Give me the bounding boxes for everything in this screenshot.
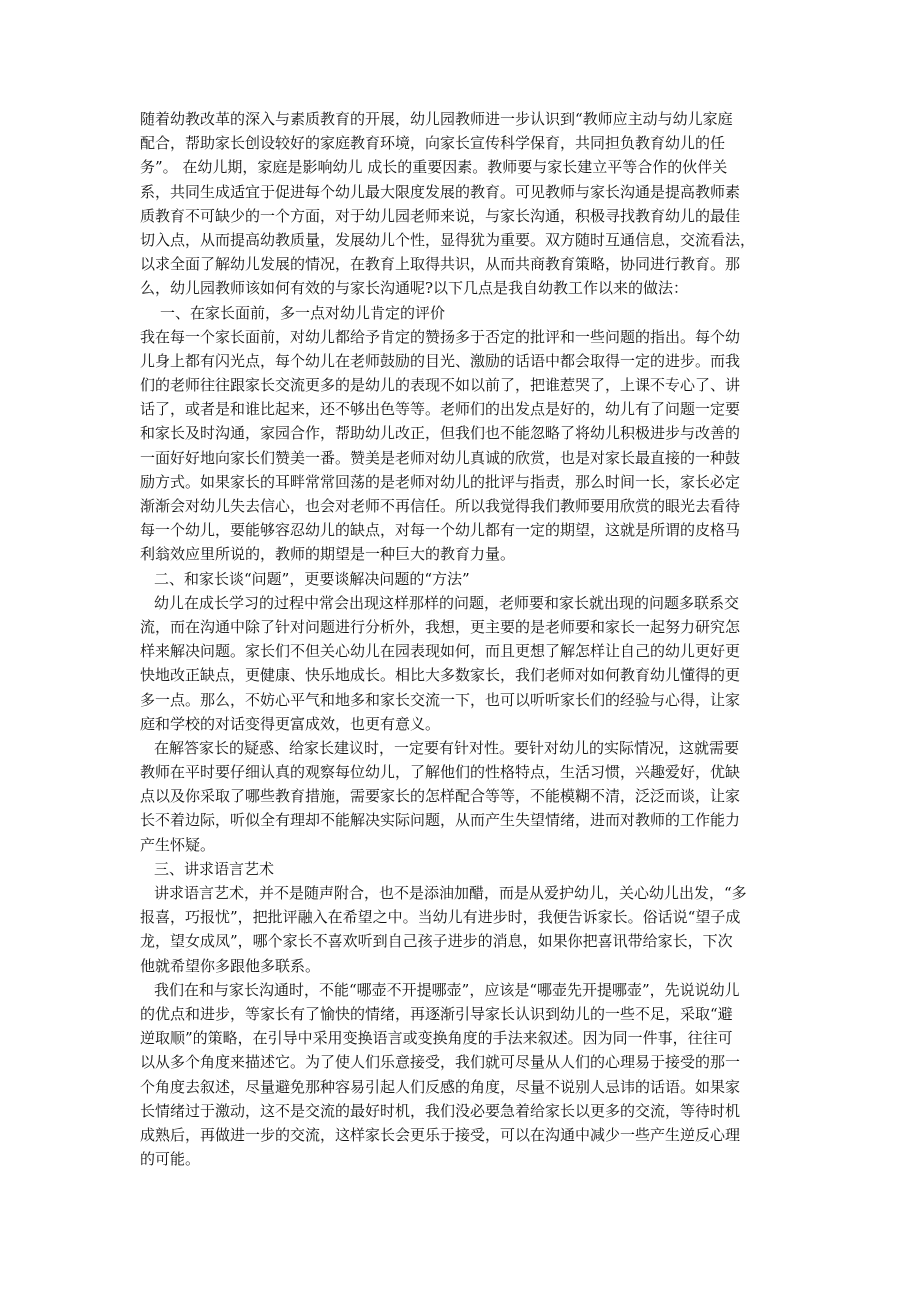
text-line: 长情绪过于激动，这不是交流的最好时机，我们没必要急着给家长以更多的交流，等待时机 xyxy=(140,1101,741,1120)
text-line: 快地改正缺点，更健康、快乐地成长。相比大多数家长，我们老师对如何教育幼儿懂得的更 xyxy=(140,666,741,685)
text-line: 一面好好地向家长们赞美一番。赞美是老师对幼儿真诚的欣赏，也是对家长最直接的一种鼓 xyxy=(140,448,741,467)
text-line: 的可能。 xyxy=(140,1150,201,1169)
text-line: 他就希望你多跟他多联系。 xyxy=(140,956,321,975)
text-line: 励方式。如果家长的耳畔常常回荡的是老师对幼儿的批评与指责，那么时间一长，家长必定 xyxy=(140,472,741,491)
text-line: 系，共同生成适宜于促进每个幼儿最大限度发展的教育。可见教师与家长沟通是提高教师素 xyxy=(140,182,741,201)
text-line: 点以及你采取了哪些教育措施，需要家长的怎样配合等等，不能模糊不清，泛泛而谈，让家 xyxy=(140,787,741,806)
text-line: 逆取顺”的策略，在引导中采用变换语言或变换角度的手法来叙述。因为同一件事，往往可 xyxy=(140,1029,733,1048)
text-line: 以从多个角度来描述它。为了使人们乐意接受，我们就可尽量从人们的心理易于接受的那一 xyxy=(140,1053,741,1072)
text-line: 多一点。那么，不妨心平气和地多和家长交流一下，也可以听听家长们的经验与心得，让家 xyxy=(140,690,741,709)
text-line: 利翁效应里所说的，教师的期望是一种巨大的教育力量。 xyxy=(140,545,516,564)
text-line: 长不着边际，听似全有理却不能解决实际问题，从而产生失望情绪，进而对教师的工作能力 xyxy=(140,811,741,830)
text-line: 配合，帮助家长创设较好的家庭教育环境，向家长宣传科学保育，共同担负教育幼儿的任 xyxy=(140,134,726,153)
text-line: 庭和学校的对话变得更富成效，也更有意义。 xyxy=(140,714,441,733)
document-body xyxy=(140,107,785,1171)
text-line: 渐渐会对幼儿失去信心，也会对老师不再信任。所以我觉得我们教师要用欣赏的眼光去看待 xyxy=(140,497,741,515)
text-line: 个角度去叙述，尽量避免那种容易引起人们反感的角度，尽量不说别人忌讳的话语。如果家 xyxy=(140,1077,741,1096)
text-line: 我在每一个家长面前，对幼儿都给予肯定的赞扬多于否定的批评和一些问题的指出。每个幼 xyxy=(140,327,741,346)
text-line: 样来解决问题。家长们不但关心幼儿在园表现如何，而且更想了解怎样让自己的幼儿更好更 xyxy=(140,642,741,661)
text-line: 么，幼儿园教师该如何有效的与家长沟通呢?以下几点是我自幼教工作以来的做法： xyxy=(140,279,689,298)
text-line: 我们在和与家长沟通时，不能“哪壶不开提哪壶”，应该是“哪壶先开提哪壶”，先说说幼儿 xyxy=(154,980,740,999)
text-line: 们的老师往往跟家长交流更多的是幼儿的表现不如以前了，把谁惹哭了，上课不专心了、讲 xyxy=(140,376,741,395)
text-line: 随着幼教改革的深入与素质教育的开展，幼儿园教师进一步认识到“教师应主动与幼儿家庭 xyxy=(140,110,733,128)
section-heading: 一、在家长面前，多一点对幼儿肯定的评价 xyxy=(160,303,446,322)
text-line: 龙，望女成凤”，哪个家长不喜欢听到自己孩子进步的消息，如果你把喜讯带给家长，下次 xyxy=(140,932,733,951)
text-line: 话了，或者是和谁比起来，还不够出色等等。老师们的出发点是好的，幼儿有了问题一定要 xyxy=(140,400,741,419)
text-line: 成熟后，再做进一步的交流，这样家长会更乐于接受，可以在沟通中减少一些产生逆反心理 xyxy=(140,1125,741,1144)
text-line: 每一个幼儿，要能够容忍幼儿的缺点，对每一个幼儿都有一定的期望，这就是所谓的皮格马 xyxy=(140,521,741,540)
text-line: 三、讲求语言艺术 xyxy=(154,859,275,878)
text-line: 以求全面了解幼儿发展的情况，在教育上取得共识，从而共商教育策略，协同进行教育。那 xyxy=(140,255,741,274)
text-line: 产生怀疑。 xyxy=(140,835,216,854)
text-line: 质教育不可缺少的一个方面，对于幼儿园老师来说，与家长沟通，积极寻找教育幼儿的最佳 xyxy=(140,206,741,225)
text-line: 幼儿在成长学习的过程中常会出现这样那样的问题，老师要和家长就出现的问题多联系交 xyxy=(154,593,740,612)
text-line: 流，而在沟通中除了针对问题进行分析外，我想，更主要的是老师要和家长一起努力研究怎 xyxy=(140,617,741,636)
text-line: 在解答家长的疑惑、给家长建议时，一定要有针对性。要针对幼儿的实际情况，这就需要 xyxy=(154,738,740,757)
text-line: 报喜，巧报忧”，把批评融入在希望之中。当幼儿有进步时，我便告诉家长。俗话说“望子成 xyxy=(140,908,741,927)
text-line: 的优点和进步，等家长有了愉快的情绪，再逐渐引导家长认识到幼儿的一些不足，采取“避 xyxy=(140,1004,733,1023)
text-line: 儿身上都有闪光点，每个幼儿在老师鼓励的目光、激励的话语中都会取得一定的进步。而我 xyxy=(140,351,741,370)
text-line: 切入点，从而提高幼教质量，发展幼儿个性，显得犹为重要。双方随时互通信息，交流看法， xyxy=(140,230,756,249)
text-line: 二、和家长谈“问题”，更要谈解决问题的“方法” xyxy=(154,569,470,588)
text-line: 讲求语言艺术，并不是随声附合，也不是添油加醋，而是从爱护幼儿，关心幼儿出发，“多 xyxy=(154,884,747,902)
text-line: 教师在平时要仔细认真的观察每位幼儿，了解他们的性格特点，生活习惯，兴趣爱好，优缺 xyxy=(140,763,741,782)
text-line: 和家长及时沟通，家园合作，帮助幼儿改正，但我们也不能忽略了将幼儿积极进步与改善的 xyxy=(140,424,741,443)
text-line: 务”。 在幼儿期，家庭是影响幼儿 成长的重要因素。教师要与家长建立平等合作的伙伴关 xyxy=(140,158,728,177)
